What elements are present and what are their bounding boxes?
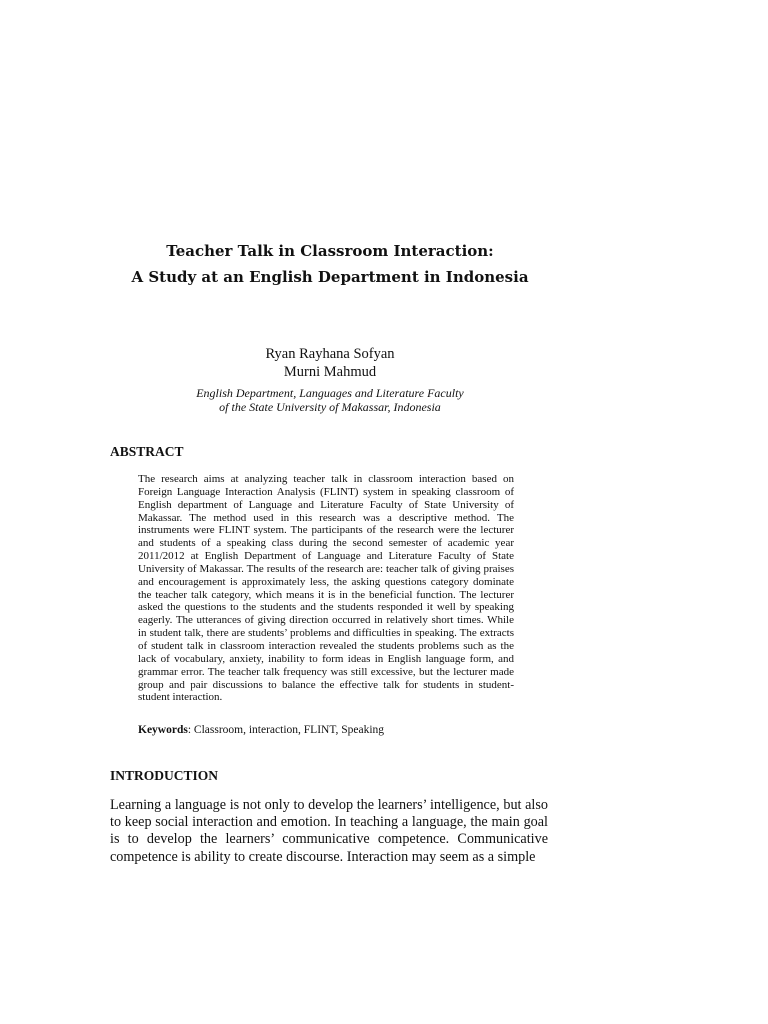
author-list bbox=[180, 345, 480, 381]
abstract-heading: ABSTRACT bbox=[110, 444, 184, 459]
title-line-1: Teacher Talk in Classroom Interaction: bbox=[166, 242, 494, 260]
author-name: Ryan Rayhana Sofyan bbox=[265, 346, 395, 362]
keywords-line bbox=[138, 723, 514, 737]
introduction-text: Learning a language is not only to develop the learners’ intelligence, but also to keep social interaction and emotion. In teaching a language, the main goal is to develop the learners’ communicative competence. Communicative competence is ability to create discourse. Interaction may seem as a simple bbox=[110, 797, 548, 865]
abstract-text: The research aims at analyzing teacher talk in classroom interaction based on Foreign Language Interaction Analysis (FLINT) system in speaking classroom of English department of Language and Literature Faculty of State University of Makassar. The method used in this research was a descriptive method. The instruments were FLINT system. The participants of the research were the lecturer and students of a speaking class during the second semester of academic year 2011/2012 at English Department of Language and Literature Faculty of State University of Makassar. The results of the research are: teacher talk of giving praises and encouragement is approximately less, the asking questions category dominate the teacher talk category, which means it is in the beneficial function. The lecturer asked the questions to the students and the students responded it well by speaking eagerly. The utterances of giving direction occurred in relatively short times. While in student talk, there are students’ problems and difficulties in speaking. The extracts of student talk in classroom interaction revealed the students problems such as the lack of vocabulary, anxiety, inability to form ideas in English language form, and grammar error. The teacher talk frequency was still excessive, but the lecturer made group and pair discussions to balance the effective talk for students in student-student interaction. bbox=[138, 473, 514, 704]
keywords-label: Keywords bbox=[138, 724, 188, 736]
author-affiliation bbox=[150, 386, 510, 414]
affiliation-line-2: of the State University of Makassar, Indonesia bbox=[219, 400, 441, 414]
author-name: Murni Mahmud bbox=[283, 364, 377, 380]
keywords-text: : Classroom, interaction, FLINT, Speaking bbox=[187, 724, 385, 736]
title-line-2: A Study at an English Department in Indonesia bbox=[131, 268, 529, 286]
introduction-heading: INTRODUCTION bbox=[110, 768, 219, 783]
affiliation-line-1: English Department, Languages and Literature Faculty bbox=[196, 386, 464, 400]
paper-title bbox=[100, 238, 560, 290]
